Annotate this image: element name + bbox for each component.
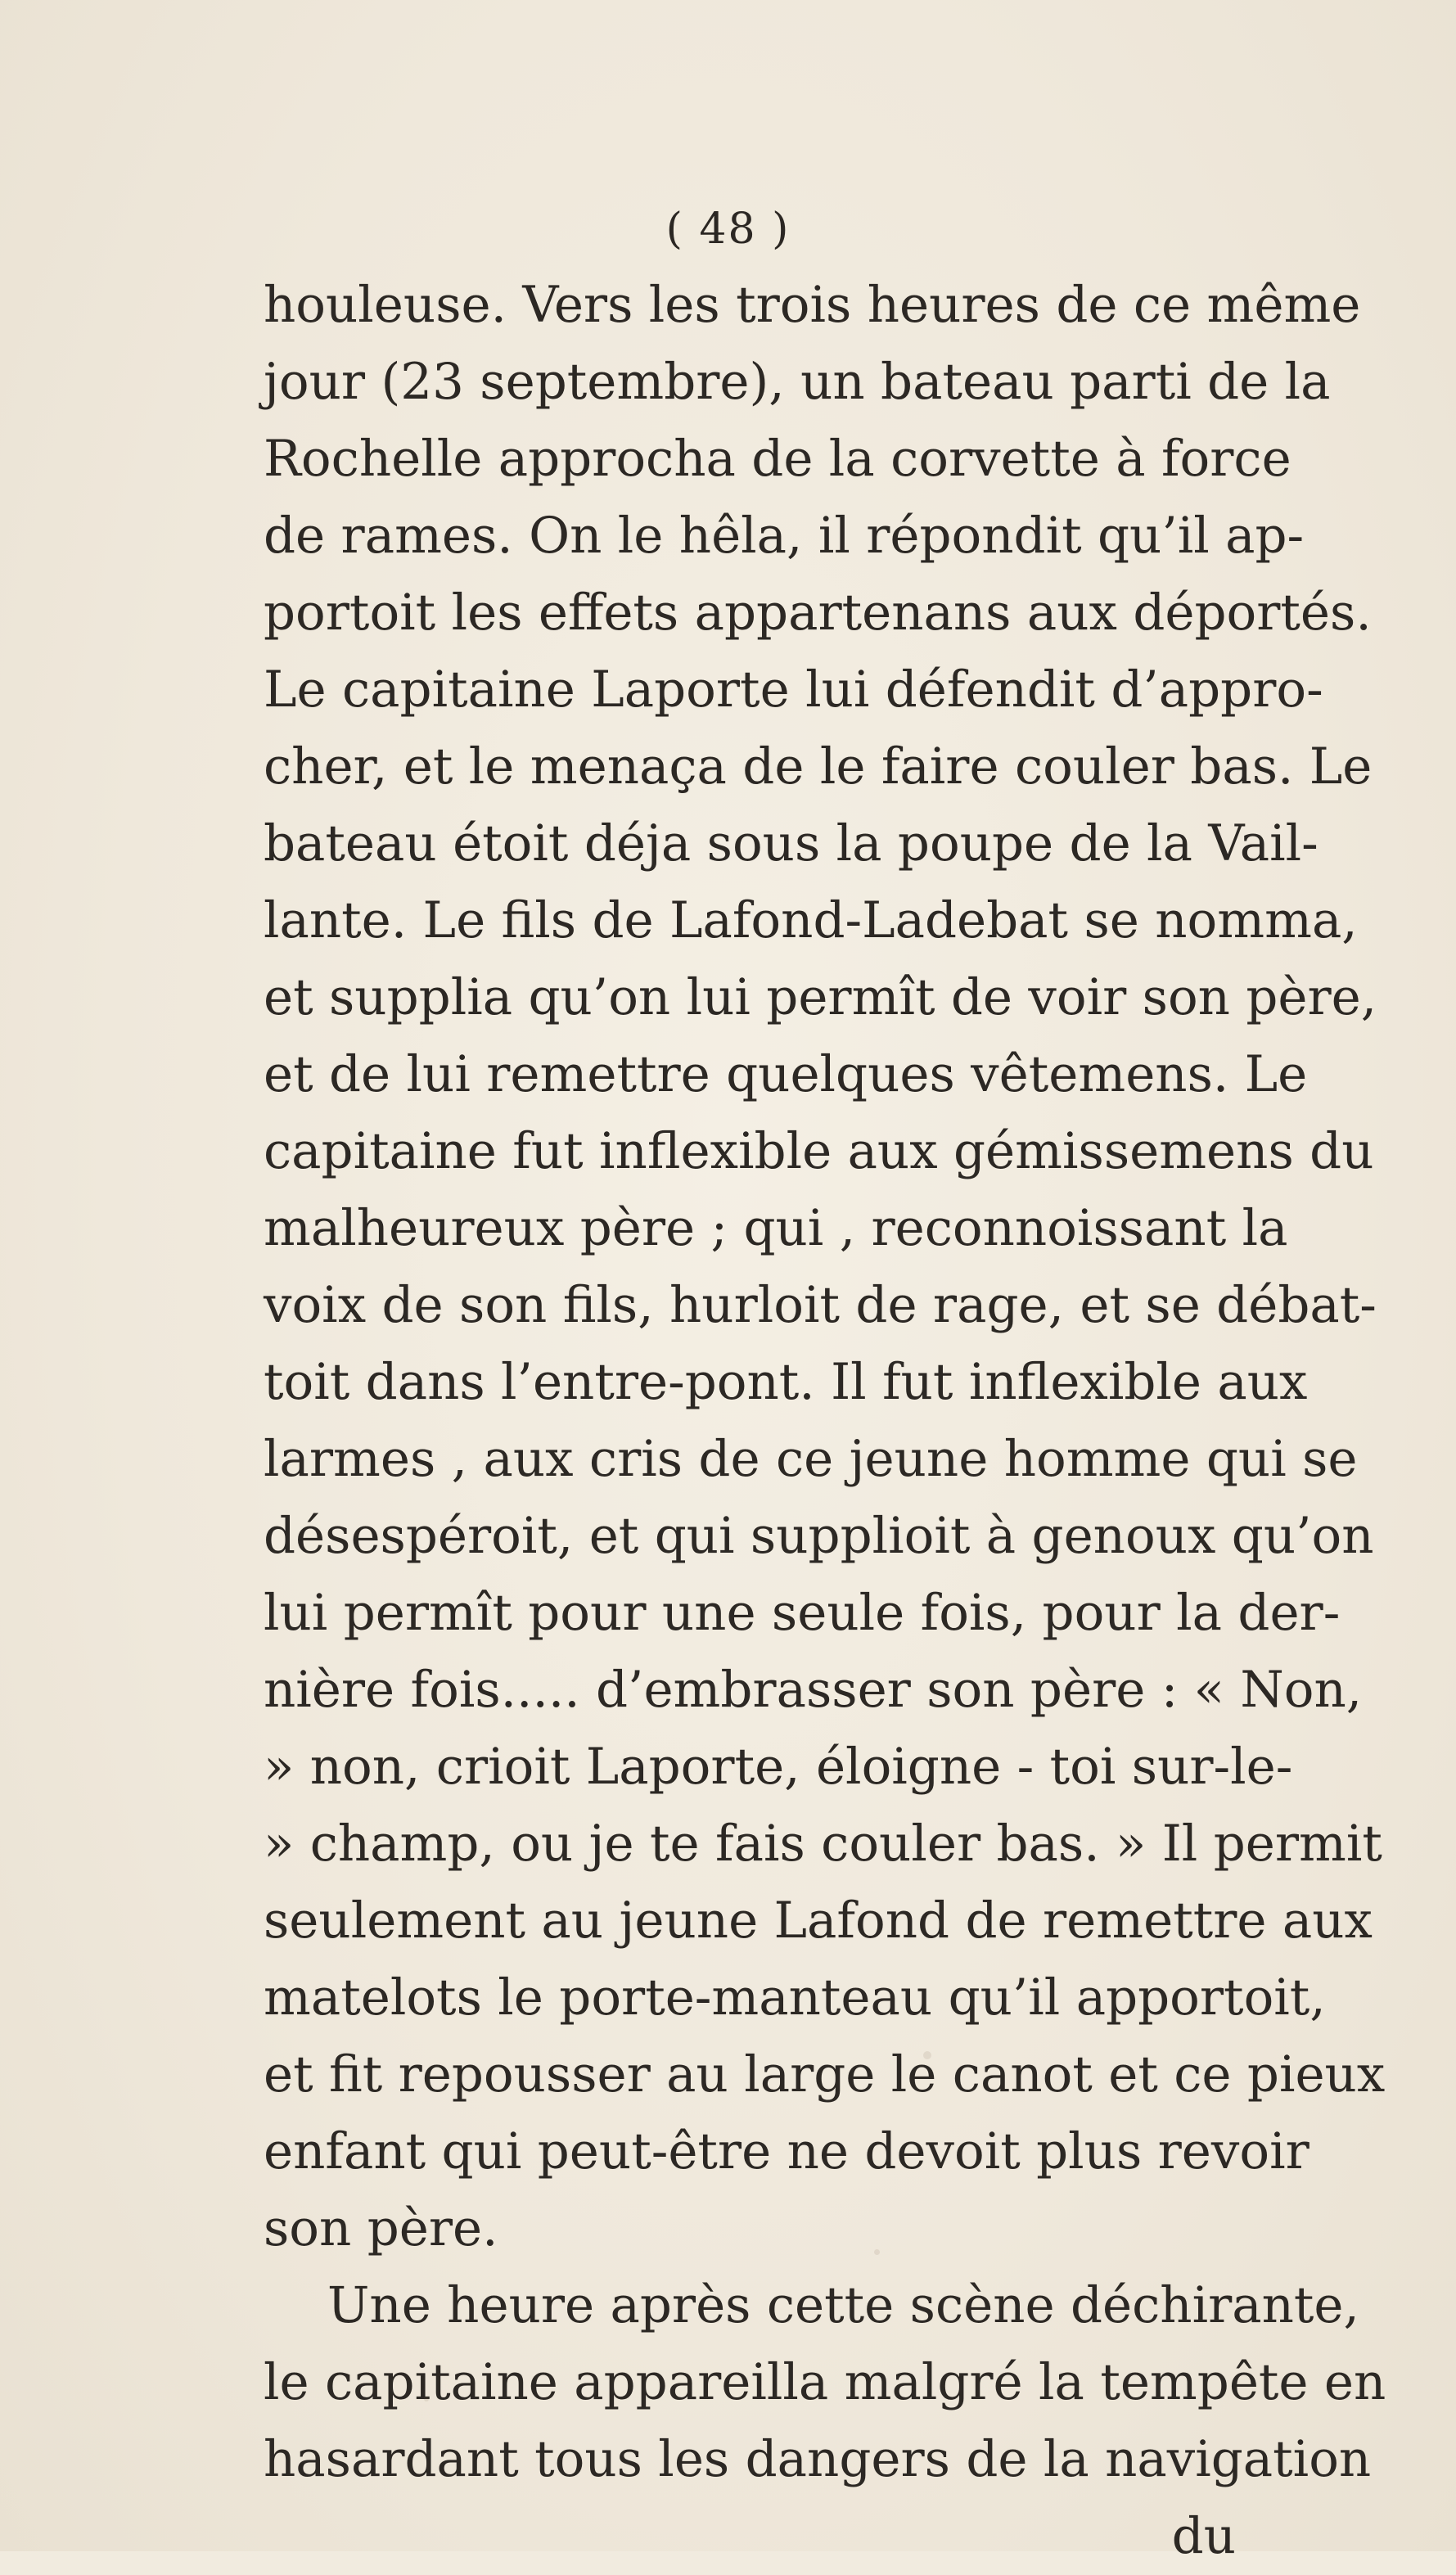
text-line: Rochelle approcha de la corvette à force xyxy=(264,430,1291,488)
text-line: hasardant tous les dangers de la navigation xyxy=(264,2430,1372,2488)
text-line: de rames. On le hêla, il répondit qu’il ap- xyxy=(264,507,1305,565)
text-line: larmes , aux cris de ce jeune homme qui se xyxy=(264,1430,1358,1488)
text-line: » champ, ou je te fais couler bas. » Il permit xyxy=(264,1815,1382,1873)
paper-foxing-spot xyxy=(923,2051,931,2059)
paper-foxing-spot xyxy=(424,2397,429,2401)
text-line: portoit les effets appartenans aux déportés. xyxy=(264,584,1372,642)
text-line: nière fois..... d’embrasser son père : « Non, xyxy=(264,1661,1363,1719)
catchword: du xyxy=(1171,2507,1236,2565)
text-line: cher, et le menaça de le faire couler bas. Le xyxy=(264,737,1373,796)
text-line: capitaine fut inflexible aux gémissemens du xyxy=(264,1122,1374,1180)
text-line: enfant qui peut-être ne devoit plus revoir xyxy=(264,2122,1309,2180)
text-line: jour (23 septembre), un bateau parti de la xyxy=(264,353,1331,411)
text-line: lante. Le fils de Lafond-Ladebat se nomma, xyxy=(264,891,1358,949)
text-line: et de lui remettre quelques vêtemens. Le xyxy=(264,1045,1308,1103)
text-line: seulement au jeune Lafond de remettre aux xyxy=(264,1892,1373,1950)
body-text xyxy=(264,267,1386,2575)
text-line: bateau étoit déja sous la poupe de la Vail- xyxy=(264,814,1319,873)
page-number: ( 48 ) xyxy=(665,205,791,254)
text-line: malheureux père ; qui , reconnoissant la xyxy=(264,1199,1288,1257)
text-line: désespéroit, et qui supplioit à genoux qu’on xyxy=(264,1507,1374,1565)
text-line: lui permît pour une seule fois, pour la der- xyxy=(264,1584,1341,1642)
text-line: Le capitaine Laporte lui défendit d’appro- xyxy=(264,661,1323,719)
text-line: son père. xyxy=(264,2199,498,2257)
text-line: » non, crioit Laporte, éloigne - toi sur-le- xyxy=(264,1738,1293,1796)
text-line: voix de son fils, hurloit de rage, et se débat- xyxy=(264,1276,1377,1334)
paper-foxing-spot xyxy=(874,2249,880,2255)
text-line: et supplia qu’on lui permît de voir son père, xyxy=(264,968,1377,1026)
text-line: houleuse. Vers les trois heures de ce même xyxy=(264,276,1361,334)
text-line: et fit repousser au large le canot et ce pieux xyxy=(264,2045,1386,2104)
paragraph-first-line: Une heure après cette scène déchirante, xyxy=(327,2276,1359,2334)
text-line: matelots le porte-manteau qu’il apportoit, xyxy=(264,1968,1326,2027)
text-line: le capitaine appareilla malgré la tempête en xyxy=(264,2353,1386,2411)
text-line: toit dans l’entre-pont. Il fut inflexible aux xyxy=(264,1353,1308,1411)
